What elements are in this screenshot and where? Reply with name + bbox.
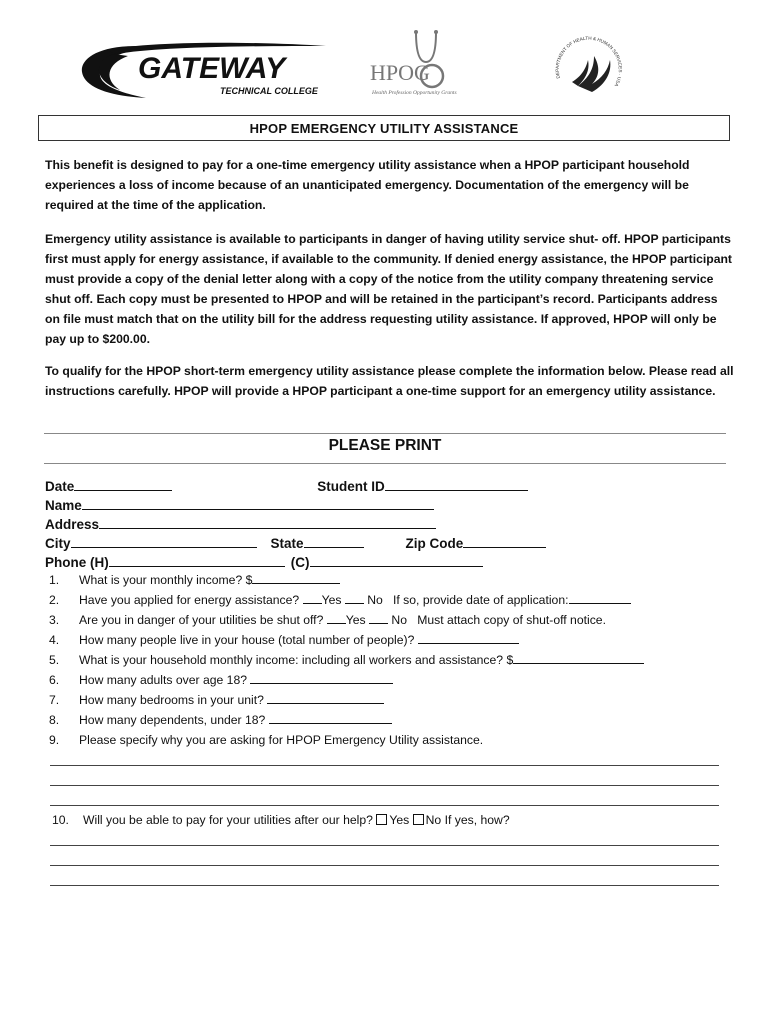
phone-home-field[interactable] [109, 553, 285, 567]
question-text: How many dependents, under 18? [79, 713, 269, 727]
applied-no-blank[interactable] [345, 591, 364, 604]
question-9 [49, 731, 483, 749]
dependents-count-field[interactable] [269, 711, 392, 724]
date-field[interactable] [74, 477, 172, 491]
question-number: 10. [52, 813, 69, 827]
how-answer-line[interactable] [50, 865, 719, 866]
question-10 [52, 811, 510, 829]
no-checkbox[interactable] [413, 814, 424, 825]
date-label: Date [45, 479, 75, 494]
application-date-field[interactable] [569, 591, 631, 604]
bedrooms-count-field[interactable] [267, 691, 384, 704]
question-text: How many bedrooms in your unit? [79, 693, 268, 707]
applied-yes-blank[interactable] [303, 591, 322, 604]
question-text: What is your monthly income? $ [79, 573, 253, 587]
question-number: 4. [49, 633, 60, 647]
question-5 [49, 651, 644, 669]
question-3 [49, 611, 606, 629]
question-number: 7. [49, 693, 60, 707]
gateway-logo-subtext: TECHNICAL COLLEGE [220, 86, 318, 96]
name-label: Name [45, 498, 82, 513]
student-id-label: Student ID [317, 479, 385, 494]
no-label: No [391, 613, 408, 627]
question-number: 6. [49, 673, 60, 687]
how-answer-line[interactable] [50, 885, 719, 886]
state-field[interactable] [304, 534, 364, 548]
question-tail: Must attach copy of shut-off notice. [417, 613, 606, 627]
state-label: State [270, 536, 304, 551]
hpog-logo [360, 28, 480, 100]
zip-label: Zip Code [405, 536, 464, 551]
yes-label: Yes [389, 813, 410, 827]
question-text: Please specify why you are asking for HPOP Emergency Utility assistance. [79, 733, 484, 747]
svg-text:DEPARTMENT OF HEALTH & HUMAN S: DEPARTMENT OF HEALTH & HUMAN SERVICES · USA [554, 35, 623, 88]
hpog-logo-text: HPOG [370, 60, 430, 85]
question-number: 9. [49, 733, 60, 747]
address-row [45, 515, 436, 534]
shutoff-yes-blank[interactable] [327, 611, 346, 624]
question-8 [49, 711, 392, 729]
phone-row [45, 553, 483, 572]
question-text: Will you be able to pay for your utilities after our help? [83, 813, 373, 827]
yes-checkbox[interactable] [376, 814, 387, 825]
question-number: 3. [49, 613, 60, 627]
yes-label: Yes [345, 613, 366, 627]
shutoff-no-blank[interactable] [369, 611, 388, 624]
instructions-paragraph: To qualify for the HPOP short-term emergency utility assistance please complete the information below. Please read all instructions carefully. HPOP will provide a HPOP participant a one-time support for an emergency utility assistance. [45, 364, 734, 398]
phone-cell-field[interactable] [310, 553, 483, 567]
eligibility-paragraph: Emergency utility assistance is available to participants in danger of having utility service shut- off. HPOP participants first must apply for energy assistance, if available to the community. If denied energy assistance, the HPOP participant must provide a copy of the denial letter along with a copy of the notice from the utility company threatening service shut off. Each copy must be presented to HPOP and will be retained in the participant’s record. Participants address on file must match that on the utility bill for the address requesting utility assistance. If approved, HPOP will only be pay up to $200.00. [45, 232, 732, 346]
question-4 [49, 631, 519, 649]
question-text: Have you applied for energy assistance? [79, 593, 303, 607]
question-number: 8. [49, 713, 60, 727]
question-number: 1. [49, 573, 60, 587]
gateway-logo-text: GATEWAY [138, 52, 286, 85]
question-7 [49, 691, 384, 709]
no-if-yes-label: No If yes, how? [425, 813, 510, 827]
city-state-zip-row [45, 534, 546, 553]
no-label: No [367, 593, 383, 607]
city-label: City [45, 536, 71, 551]
hpog-logo-subtext: Health Profession Opportunity Grants [372, 90, 457, 96]
address-label: Address [45, 517, 100, 532]
reason-answer-line[interactable] [50, 765, 719, 766]
adults-count-field[interactable] [250, 671, 393, 684]
zip-field[interactable] [463, 534, 546, 548]
phone-cell-label: (C) [290, 555, 310, 570]
divider-bottom [44, 463, 726, 464]
gateway-college-logo [76, 40, 334, 102]
address-field[interactable] [99, 515, 436, 529]
household-size-field[interactable] [418, 631, 519, 644]
form-title: HPOP EMERGENCY UTILITY ASSISTANCE [38, 115, 730, 141]
city-field[interactable] [71, 534, 257, 548]
question-text: Are you in danger of your utilities be shut off? [79, 613, 327, 627]
how-answer-line[interactable] [50, 845, 719, 846]
question-tail: If so, provide date of application: [393, 593, 569, 607]
please-print-heading: PLEASE PRINT [328, 437, 442, 454]
reason-answer-line[interactable] [50, 805, 719, 806]
question-1 [49, 571, 340, 589]
question-text: How many adults over age 18? [79, 673, 251, 687]
question-number: 2. [49, 593, 60, 607]
question-2 [49, 591, 631, 609]
yes-label: Yes [321, 593, 342, 607]
intro-paragraph: This benefit is designed to pay for a one-time emergency utility assistance when a HPOP participant household experiences a loss of income because of an unanticipated emergency. Documentation of the emergency will be required at the time of the application. [45, 158, 690, 212]
date-studentid-row [45, 477, 528, 496]
phone-home-label: Phone (H) [45, 555, 109, 570]
reason-answer-line[interactable] [50, 785, 719, 786]
question-number: 5. [49, 653, 60, 667]
question-text: What is your household monthly income: including all workers and assistance? $ [79, 653, 514, 667]
household-income-field[interactable] [513, 651, 644, 664]
name-field[interactable] [82, 496, 434, 510]
student-id-field[interactable] [385, 477, 528, 491]
divider-top [44, 433, 726, 434]
name-row [45, 496, 434, 515]
question-text: How many people live in your house (total number of people)? [79, 633, 418, 647]
monthly-income-field[interactable] [252, 571, 340, 584]
hhs-seal-logo [548, 26, 632, 104]
question-6 [49, 671, 393, 689]
header-logos [0, 0, 770, 110]
